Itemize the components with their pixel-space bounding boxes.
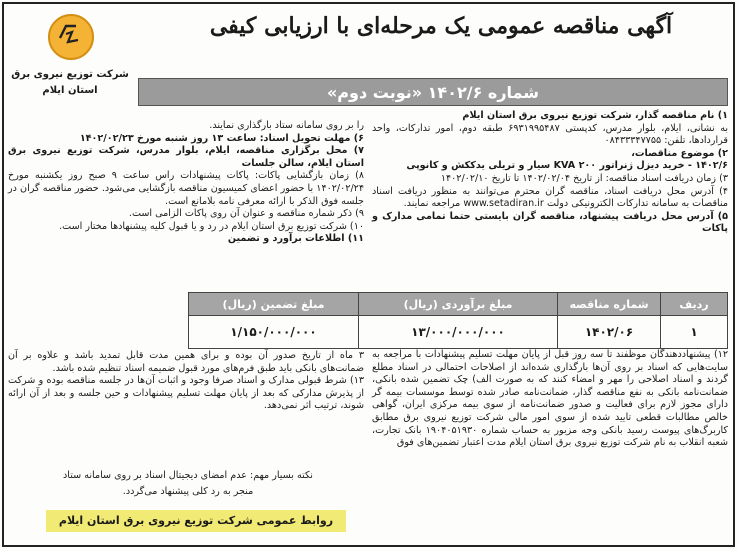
item-5-proposal-place: ۵) آدرس محل دریافت پیشنهاد، مناقصه گران بایستی حتما تمامی مدارک و پاکات — [372, 210, 728, 235]
item-9-tender-number: ۹) ذکر شماره مناقصه و عنوان آن روی پاکات الزامی است. — [128, 208, 364, 220]
important-note — [10, 468, 366, 500]
table-header-row — [189, 293, 728, 316]
item-1-organizer: ۱) نام مناقصه گذار، شرکت توزیع نیروی برق استان ایلام — [462, 110, 728, 121]
cell-estimate-amount: ۱۳/۰۰۰/۰۰۰/۰۰۰ — [359, 316, 558, 349]
public-relations-footer: روابط عمومی شرکت توزیع نیروی برق استان ایلام — [46, 510, 346, 532]
left-column — [8, 120, 364, 246]
cell-guarantee-amount: ۱/۱۵۰/۰۰۰/۰۰۰ — [189, 316, 359, 349]
company-logo-block — [6, 8, 134, 118]
item-1-address: به نشانی، ایلام، بلوار مدرس، کدپستی ۶۹۳۱۹۹۵۴۸۷ طبقه دوم، امور تدارکات، واحد قراردادها، تلفن: ۰۸۴۳۳۳۴۷۷۵۵ — [372, 122, 729, 147]
item-6-deadline: ۶) مهلت تحویل اسناد: ساعت ۱۳ روز شنبه مورخ ۱۴۰۲/۰۲/۲۳ — [79, 132, 364, 144]
estimate-table — [188, 292, 728, 349]
item-12-guarantee — [372, 349, 728, 450]
header-row-number: ردیف — [661, 293, 728, 316]
page-title: آگهی مناقصه عمومی یک مرحله‌ای با ارزیابی کیفی — [209, 13, 673, 39]
header-estimate-amount: مبلغ برآوردی (ریال) — [359, 293, 558, 316]
important-note-line2: منجر به رد کلی پیشنهاد می‌گردد. — [122, 486, 254, 497]
header-guarantee-amount: مبلغ تضمین (ریال) — [189, 293, 359, 316]
table-row — [189, 316, 728, 349]
important-note-line1: نکته بسیار مهم: عدم امضای دیجیتال اسناد بر روی سامانه ستاد — [63, 470, 313, 481]
power-company-logo-icon — [48, 14, 94, 60]
item-2-subject: ۱۴۰۲/۶ - خرید دیزل ژنراتور ۲۰۰ KVA سیار و تریلی یدککش و کانوپی — [406, 160, 728, 172]
tender-number-bar: شماره ۱۴۰۲/۶ «نوبت دوم» — [138, 78, 728, 106]
cell-tender-number: ۱۴۰۲/۰۶ — [558, 316, 661, 349]
cell-row-number: ۱ — [661, 316, 728, 349]
item-12-continuation: ۳ ماه از تاریخ صدور آن بوده و برای همین مدت قابل تمدید باشد و علاوه بر آن ضمانت‌های بانکی باید طبق فرم‌های مورد قبول ضمیمه اسناد تنظیم شده باشد. — [8, 350, 364, 374]
item-12-text: ۱۲) پیشنهاددهندگان موظفند تا سه روز قبل از پایان مهلت تسلیم پیشنهادات با مراجعه به سایت‌هایی که اسناد بر روی آن‌ها بارگذاری شده‌اند از اصلاحات احتمالی در اسناد مطلع گردند و اسناد اصلاحی را مهر و امضاء کنند که به صورت الف) چک تضمین شده بانکی، ضمانت‌نامه بانکی به نفع مناقصه گذار، ضمانت‌نامه صادر شده توسط موسسات بیمه گر دارای مجوز لازم برای فعالیت و صدور ضمانت‌نامه از سوی بیمه مرکزی ایران، گواهی خالص مطالبات قطعی تایید شده از سوی امور مالی شرکت توزیع نیروی برق مطابق کاربرگ‌های پیوست رسید بانکی وجه مزبور به حساب شماره ۱۹۰۴۰۵۱۹۳۰ بانک تجارت، شعبه انقلاب به نام شرکت توزیع نیروی برق استان ایلام مدت اعتبار تضمین‌های فوق — [372, 349, 728, 449]
item-4-document-place: ۴) آدرس محل دریافت اسناد، مناقصه گران محترم می‌توانند به منظور دریافت اسناد مناقصات به سامانه تدارکات الکترونیکی دولت www.setadiran.ir مراجعه نمایند. — [372, 185, 728, 210]
logo-caption-line1: شرکت توزیع نیروی برق — [11, 69, 129, 80]
left-column-bottom — [8, 350, 364, 413]
header-tender-number: شماره مناقصه — [558, 293, 661, 316]
logo-caption-line2: استان ایلام — [42, 85, 98, 96]
item-11-estimate-heading: ۱۱) اطلاعات برآورد و تضمین — [227, 233, 364, 245]
item-10-rights: ۱۰) شرکت توزیع برق استان ایلام در رد و یا قبول کلیه پیشنهادها مختار است. — [59, 220, 364, 232]
item-3-document-time: ۳) زمان دریافت اسناد مناقصه: از تاریخ ۱۴۰۲/۰۲/۰۴ تا تاریخ ۱۴۰۲/۰۲/۱۰ — [440, 172, 728, 184]
right-column — [372, 110, 728, 236]
item-8-opening: ۸) زمان بازگشایی پاکات: پاکات پیشنهادات راس ساعت ۹ صبح روز یکشنبه مورخ ۱۴۰۲/۰۲/۲۴ با حضور اعضای کمیسیون مناقصه بازگشایی می‌شود. حضور مناقصه گران در جلسه فوق الذکر با ارائه معرفی نامه بلامانع است. — [8, 170, 364, 207]
item-7-venue: ۷) محل برگزاری مناقصه، ایلام، بلوار مدرس، شرکت توزیع نیروی برق استان ایلام، سالن جلسات — [8, 145, 364, 169]
item-2-subject-heading: ۲) موضوع مناقصات، — [631, 147, 728, 159]
item-13-acceptance: ۱۳) شرط قبولی مدارک و اسناد صرفا وجود و اثبات آن‌ها در جلسه مناقصه بوده و شرکت از پذیرش مدارکی که بعد از پایان مهلت تسلیم پیشنهادات و حین جلسه و بعد از آن ارائه شوند، ترتیب اثر نمی‌دهد. — [8, 375, 364, 412]
item-5-continuation: را بر روی سامانه ستاد بارگذاری نمایند. — [209, 120, 364, 131]
